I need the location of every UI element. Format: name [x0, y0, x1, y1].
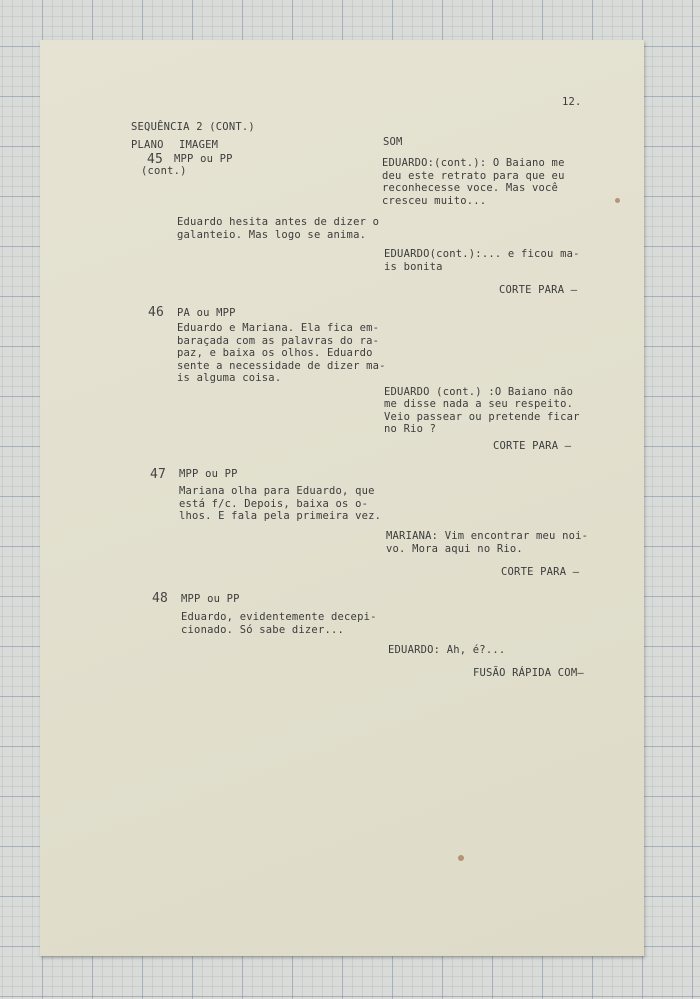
dialogue-line: MARIANA: Vim encontrar meu noi- — [386, 530, 589, 542]
dialogue-line: no Rio ? — [384, 423, 437, 435]
column-header-som: SOM — [383, 136, 403, 148]
paper-stain — [615, 198, 620, 203]
dialogue-line: vo. Mora aqui no Rio. — [386, 543, 523, 555]
column-header-plano: PLANO — [131, 139, 164, 151]
transition-cue: FUSÃO RÁPIDA COM— — [473, 667, 584, 679]
shot-type: MPP ou PP — [174, 153, 233, 165]
image-line: Eduardo, evidentemente decepi- — [181, 611, 377, 623]
dialogue-line: Veio passear ou pretende ficar — [384, 411, 580, 423]
dialogue-line: me disse nada a seu respeito. — [384, 398, 574, 410]
shot-number: 46 — [148, 305, 165, 320]
dialogue-line: deu este retrato para que eu — [382, 170, 565, 182]
shot-number: 45 — [147, 152, 164, 167]
shot-type: MPP ou PP — [179, 468, 238, 480]
image-line: sente a necessidade de dizer ma- — [177, 360, 386, 372]
image-line: is alguma coisa. — [177, 372, 282, 384]
shot-type: MPP ou PP — [181, 593, 240, 605]
direction-line: Eduardo hesita antes de dizer o — [177, 216, 380, 228]
dialogue-line: cresceu muito... — [382, 195, 487, 207]
dialogue-line: reconhecesse voce. Mas você — [382, 182, 559, 194]
shot-type: (cont.) — [141, 165, 187, 177]
dialogue-line: EDUARDO(cont.):... e ficou ma- — [384, 248, 580, 260]
shot-type: PA ou MPP — [177, 307, 236, 319]
dialogue-line: EDUARDO: Ah, é?... — [388, 644, 506, 656]
image-line: Eduardo e Mariana. Ela fica em- — [177, 322, 380, 334]
transition-cue: CORTE PARA — — [499, 284, 578, 296]
transition-cue: CORTE PARA — — [493, 440, 572, 452]
image-line: lhos. E fala pela primeira vez. — [179, 510, 382, 522]
direction-line: galanteio. Mas logo se anima. — [177, 229, 367, 241]
paper-stain — [458, 855, 464, 861]
shot-number: 47 — [150, 467, 167, 482]
image-line: Mariana olha para Eduardo, que — [179, 485, 375, 497]
image-line: cionado. Só sabe dizer... — [181, 624, 345, 636]
image-line: paz, e baixa os olhos. Eduardo — [177, 347, 373, 359]
column-header-imagem: IMAGEM — [179, 139, 219, 151]
image-line: baraçada com as palavras do ra- — [177, 335, 380, 347]
dialogue-line: EDUARDO:(cont.): O Baiano me — [382, 157, 565, 169]
image-line: está f/c. Depois, baixa os o- — [179, 498, 369, 510]
page-number: 12. — [562, 96, 582, 108]
dialogue-line: EDUARDO (cont.) :O Baiano não — [384, 386, 574, 398]
transition-cue: CORTE PARA — — [501, 566, 580, 578]
shot-number: 48 — [152, 591, 169, 606]
dialogue-line: is bonita — [384, 261, 443, 273]
sequence-heading: SEQUÊNCIA 2 (CONT.) — [131, 121, 255, 133]
